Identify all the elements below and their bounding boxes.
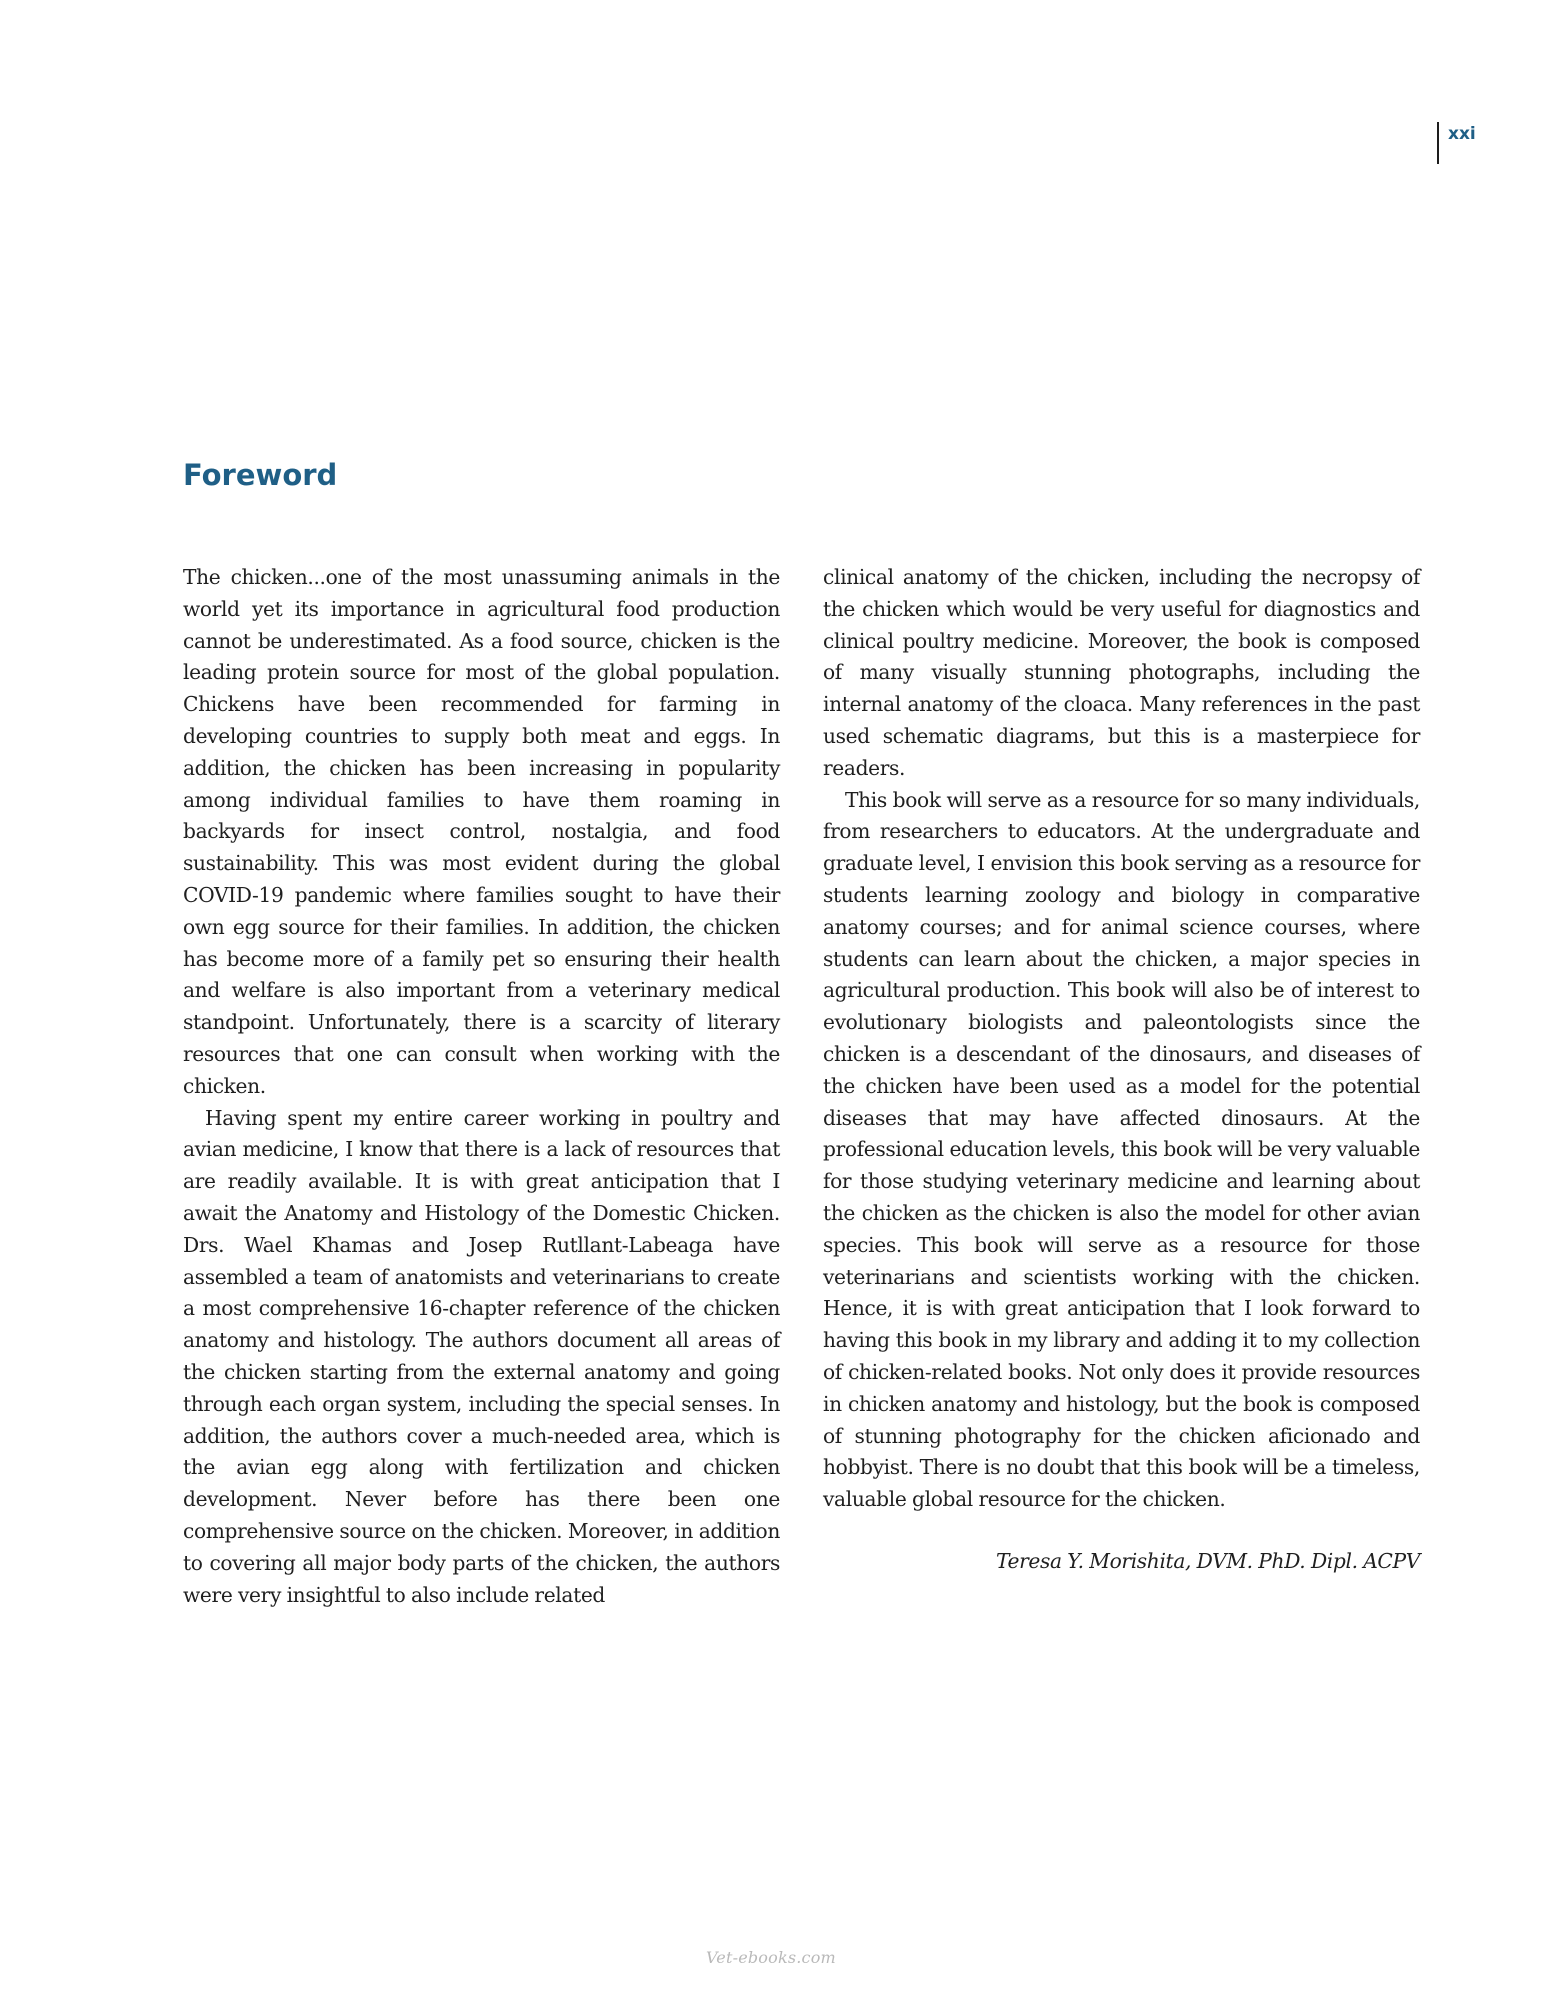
right-paragraph-1: clinical anatomy of the chicken, including the necropsy of the chicken which would be very useful for diagnostics and clinical poultry medicine. Moreover, the book is composed of many visually stunning photographs, including the internal anatomy of the cloaca. Many references in the past used schematic diagrams, but this is a masterpiece for readers. [823,565,1420,780]
right-paragraph-2: This book will serve as a resource for so many individuals, from researchers to educators. At the undergraduate and graduate level, I envision this book serving as a resource for students learning zoology and biology in comparative anatomy courses; and for animal science courses, where students can learn about the chicken, a major species in agricultural production. This book will also be of interest to evolutionary biologists and paleontologists since the chicken is a descendant of the dinosaurs, and diseases of the chicken have been used as a model for the potential diseases that may have affected dinosaurs. At the professional education levels, this book will be very valuable for those studying veterinary medicine and learning about the chicken as the chicken is also the model for other avian species. This book will serve as a resource for those veterinarians and scientists working with the chicken. Hence, it is with great anticipation that I look forward to having this book in my library and adding it to my collection of chicken-related books. Not only does it provide resources in chicken anatomy and histology, but the book is composed of stunning photography for the chicken aficionado and hobbyist. There is no doubt that this book will be a timeless, valuable global resource for the chicken. [823,787,1420,1512]
page-number: xxi [1448,124,1476,144]
page-title: Foreword [183,458,338,492]
author-signature: Teresa Y. Morishita, DVM. PhD. Dipl. ACPV [995,1548,1420,1573]
page-number-rule [1437,122,1439,164]
right-column [823,562,1420,1578]
left-paragraph-1: The chicken...one of the most unassuming animals in the world yet its importance in agricultural food production cannot be underestimated. As a food source, chicken is the leading protein source for most of the global population. Chickens have been recommended for farming in developing countries to supply both meat and eggs. In addition, the chicken has been increasing in popularity among individual families to have them roaming in backyards for insect control, nostalgia, and food sustainability. This was most evident during the global COVID-19 pandemic where families sought to have their own egg source for their families. In addition, the chicken has become more of a family pet so ensuring their health and welfare is also important from a veterinary medical standpoint. Unfortunately, there is a scarcity of literary resources that one can consult when working with the chicken. [183,565,780,1098]
watermark: Vet-ebooks.com [706,1948,836,1967]
left-paragraph-2: Having spent my entire career working in poultry and avian medicine, I know that there is a lack of resources that are readily available. It is with great anticipation that I await the Anatomy and Histology of the Domestic Chicken. Drs. Wael Khamas and Josep Rutllant-Labeaga have assembled a team of anatomists and veterinarians to create a most comprehensive 16-chapter reference of the chicken anatomy and histology. The authors document all areas of the chicken starting from the external anatomy and going through each organ system, including the special senses. In addition, the authors cover a much-needed area, which is the avian egg along with fertilization and chicken development. Never before has there been one comprehensive source on the chicken. Moreover, in addition to covering all major body parts of the chicken, the authors were very insightful to also include related [183,1105,780,1607]
left-column [183,562,780,1611]
